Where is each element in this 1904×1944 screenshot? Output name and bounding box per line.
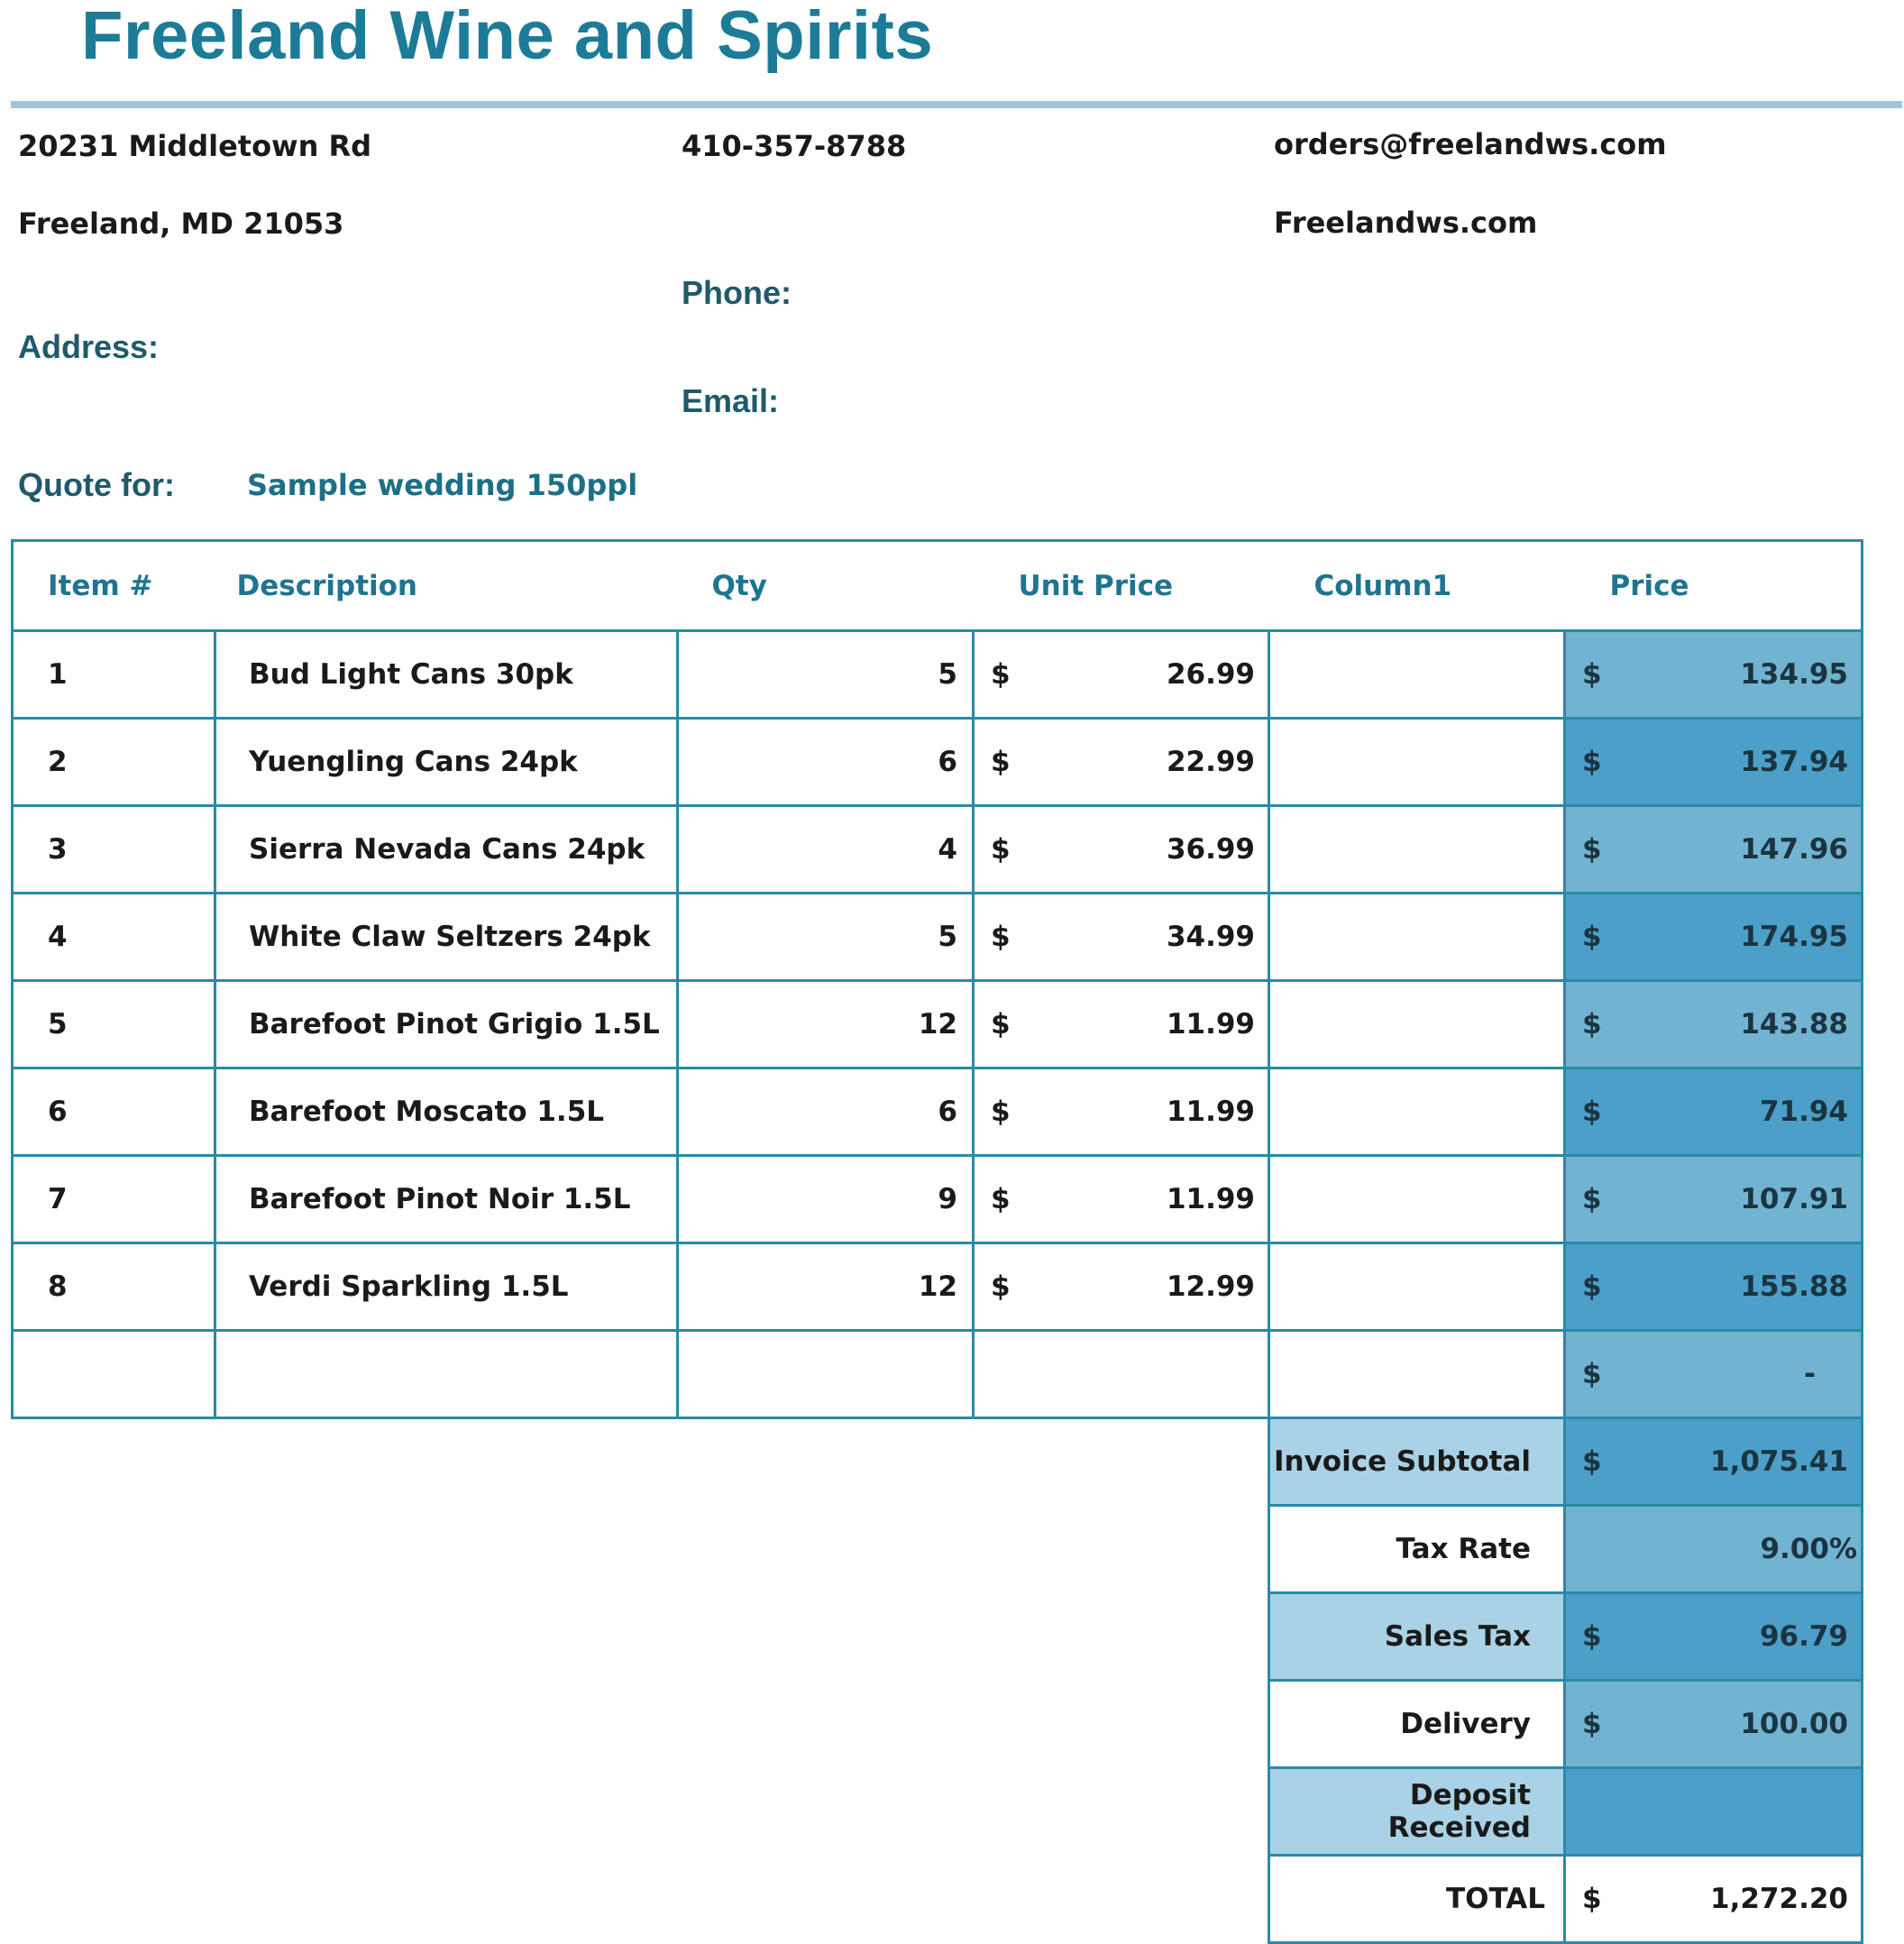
item-qty: 5 — [678, 631, 974, 719]
table-row — [13, 894, 1863, 981]
table-row — [13, 1156, 1863, 1243]
currency-symbol: $ — [1582, 1708, 1602, 1740]
item-number: 6 — [13, 1068, 215, 1156]
email-address: orders@freelandws.com — [1274, 127, 1667, 161]
item-column1 — [1269, 719, 1565, 806]
item-column1 — [1269, 981, 1565, 1068]
item-unit-price — [974, 1156, 1269, 1243]
header-item-number: Item # — [13, 541, 215, 631]
currency-symbol: $ — [1582, 833, 1602, 866]
item-qty: 6 — [678, 1068, 974, 1156]
item-description: White Claw Seltzers 24pk — [215, 894, 678, 981]
price-value: 134.95 — [1740, 658, 1848, 691]
item-description: Barefoot Moscato 1.5L — [215, 1068, 678, 1156]
website: Freelandws.com — [1274, 206, 1538, 240]
total-row — [13, 1856, 1863, 1943]
currency-symbol: $ — [1582, 1270, 1602, 1303]
item-price — [1565, 719, 1863, 806]
currency-symbol: $ — [991, 1183, 1011, 1215]
item-column1 — [1269, 894, 1565, 981]
currency-symbol: $ — [1582, 1883, 1602, 1915]
item-price — [1565, 1243, 1863, 1331]
item-unit-price — [974, 981, 1269, 1068]
price-value: 174.95 — [1740, 921, 1848, 953]
unit-price-value: 26.99 — [1166, 658, 1255, 691]
item-description: Barefoot Pinot Noir 1.5L — [215, 1156, 678, 1243]
currency-symbol: $ — [991, 1270, 1011, 1303]
currency-symbol: $ — [1582, 921, 1602, 953]
company-name: Freeland Wine and Spirits — [81, 0, 934, 74]
item-number: 2 — [13, 719, 215, 806]
subtotal-value: 1,075.41 — [1710, 1445, 1848, 1478]
tax-rate-row — [13, 1506, 1863, 1593]
total-value: 1,272.20 — [1710, 1883, 1848, 1915]
total-value-cell — [1565, 1856, 1863, 1943]
item-column1 — [1269, 631, 1565, 719]
tax-rate-value-cell — [1565, 1506, 1863, 1593]
sales-tax-value-cell — [1565, 1593, 1863, 1681]
item-unit-price — [974, 719, 1269, 806]
delivery-value-cell — [1565, 1681, 1863, 1768]
item-unit-price — [974, 806, 1269, 894]
price-value: 71.94 — [1759, 1096, 1848, 1128]
item-number: 4 — [13, 894, 215, 981]
item-price — [1565, 806, 1863, 894]
delivery-label: Delivery — [1269, 1681, 1565, 1768]
item-number — [13, 1331, 215, 1418]
deposit-label: Deposit Received — [1269, 1768, 1565, 1856]
item-column1 — [1269, 1068, 1565, 1156]
item-qty: 6 — [678, 719, 974, 806]
delivery-row — [13, 1681, 1863, 1768]
item-price — [1565, 1331, 1863, 1418]
price-value: - — [1804, 1358, 1816, 1390]
item-column1 — [1269, 1243, 1565, 1331]
unit-price-value: 11.99 — [1166, 1008, 1255, 1041]
currency-symbol: $ — [1582, 1008, 1602, 1041]
header-unit-price: Unit Price — [974, 541, 1269, 631]
currency-symbol: $ — [1582, 746, 1602, 778]
item-unit-price — [974, 631, 1269, 719]
unit-price-value: 34.99 — [1166, 921, 1255, 953]
price-value: 137.94 — [1740, 746, 1848, 778]
item-price — [1565, 631, 1863, 719]
address-label: Address: — [18, 328, 160, 365]
total-label: TOTAL — [1269, 1856, 1565, 1943]
sales-tax-row — [13, 1593, 1863, 1681]
tax-rate-value: 9.00% — [1760, 1533, 1857, 1565]
table-row — [13, 1331, 1863, 1418]
header-column1: Column1 — [1269, 541, 1565, 631]
table-row — [13, 981, 1863, 1068]
deposit-value-cell — [1565, 1768, 1863, 1856]
delivery-value: 100.00 — [1740, 1708, 1848, 1740]
item-qty: 5 — [678, 894, 974, 981]
currency-symbol: $ — [1582, 1445, 1602, 1478]
unit-price-value: 11.99 — [1166, 1096, 1255, 1128]
currency-symbol: $ — [991, 746, 1011, 778]
table-header-row — [13, 541, 1863, 631]
currency-symbol: $ — [991, 921, 1011, 953]
table-row — [13, 806, 1863, 894]
item-number: 1 — [13, 631, 215, 719]
currency-symbol: $ — [991, 1096, 1011, 1128]
item-column1 — [1269, 806, 1565, 894]
currency-symbol: $ — [991, 658, 1011, 691]
header-qty: Qty — [678, 541, 974, 631]
sales-tax-value: 96.79 — [1759, 1620, 1848, 1653]
phone-number: 410-357-8788 — [682, 129, 907, 163]
item-number: 8 — [13, 1243, 215, 1331]
item-column1 — [1269, 1331, 1565, 1418]
unit-price-value: 36.99 — [1166, 833, 1255, 866]
table-row — [13, 631, 1863, 719]
price-value: 107.91 — [1740, 1183, 1848, 1215]
item-column1 — [1269, 1156, 1565, 1243]
item-description: Sierra Nevada Cans 24pk — [215, 806, 678, 894]
item-description — [215, 1331, 678, 1418]
table-row — [13, 719, 1863, 806]
currency-symbol: $ — [1582, 1620, 1602, 1653]
price-value: 155.88 — [1740, 1270, 1848, 1303]
item-price — [1565, 1156, 1863, 1243]
item-qty: 12 — [678, 981, 974, 1068]
item-unit-price — [974, 894, 1269, 981]
subtotal-row — [13, 1418, 1863, 1506]
item-description: Yuengling Cans 24pk — [215, 719, 678, 806]
item-unit-price — [974, 1068, 1269, 1156]
subtotal-label: Invoice Subtotal — [1269, 1418, 1565, 1506]
currency-symbol: $ — [1582, 658, 1602, 691]
item-qty: 4 — [678, 806, 974, 894]
item-qty — [678, 1331, 974, 1418]
phone-label: Phone: — [682, 274, 792, 311]
currency-symbol: $ — [991, 833, 1011, 866]
unit-price-value: 11.99 — [1166, 1183, 1255, 1215]
item-qty: 9 — [678, 1156, 974, 1243]
currency-symbol: $ — [1582, 1183, 1602, 1215]
currency-symbol: $ — [991, 1008, 1011, 1041]
address-line2: Freeland, MD 21053 — [18, 206, 344, 241]
item-price — [1565, 981, 1863, 1068]
quote-for-label: Quote for: — [18, 466, 175, 503]
price-value: 147.96 — [1740, 833, 1848, 866]
sales-tax-label: Sales Tax — [1269, 1593, 1565, 1681]
unit-price-value: 12.99 — [1166, 1270, 1255, 1303]
header-divider — [11, 101, 1902, 108]
header-price: Price — [1565, 541, 1863, 631]
item-number: 3 — [13, 806, 215, 894]
quote-for-value: Sample wedding 150ppl — [247, 468, 638, 502]
table-row — [13, 1068, 1863, 1156]
quote-table — [11, 539, 1863, 1944]
item-number: 5 — [13, 981, 215, 1068]
email-label: Email: — [682, 382, 780, 419]
item-description: Verdi Sparkling 1.5L — [215, 1243, 678, 1331]
item-price — [1565, 1068, 1863, 1156]
subtotal-value-cell — [1565, 1418, 1863, 1506]
item-unit-price — [974, 1243, 1269, 1331]
table-row — [13, 1243, 1863, 1331]
item-number: 7 — [13, 1156, 215, 1243]
item-unit-price — [974, 1331, 1269, 1418]
unit-price-value: 22.99 — [1166, 746, 1255, 778]
deposit-row — [13, 1768, 1863, 1856]
item-price — [1565, 894, 1863, 981]
item-description: Barefoot Pinot Grigio 1.5L — [215, 981, 678, 1068]
address-line1: 20231 Middletown Rd — [18, 129, 372, 163]
item-description: Bud Light Cans 30pk — [215, 631, 678, 719]
currency-symbol: $ — [1582, 1096, 1602, 1128]
currency-symbol: $ — [1582, 1358, 1602, 1390]
tax-rate-label: Tax Rate — [1269, 1506, 1565, 1593]
price-value: 143.88 — [1740, 1008, 1848, 1041]
header-description: Description — [215, 541, 678, 631]
item-qty: 12 — [678, 1243, 974, 1331]
